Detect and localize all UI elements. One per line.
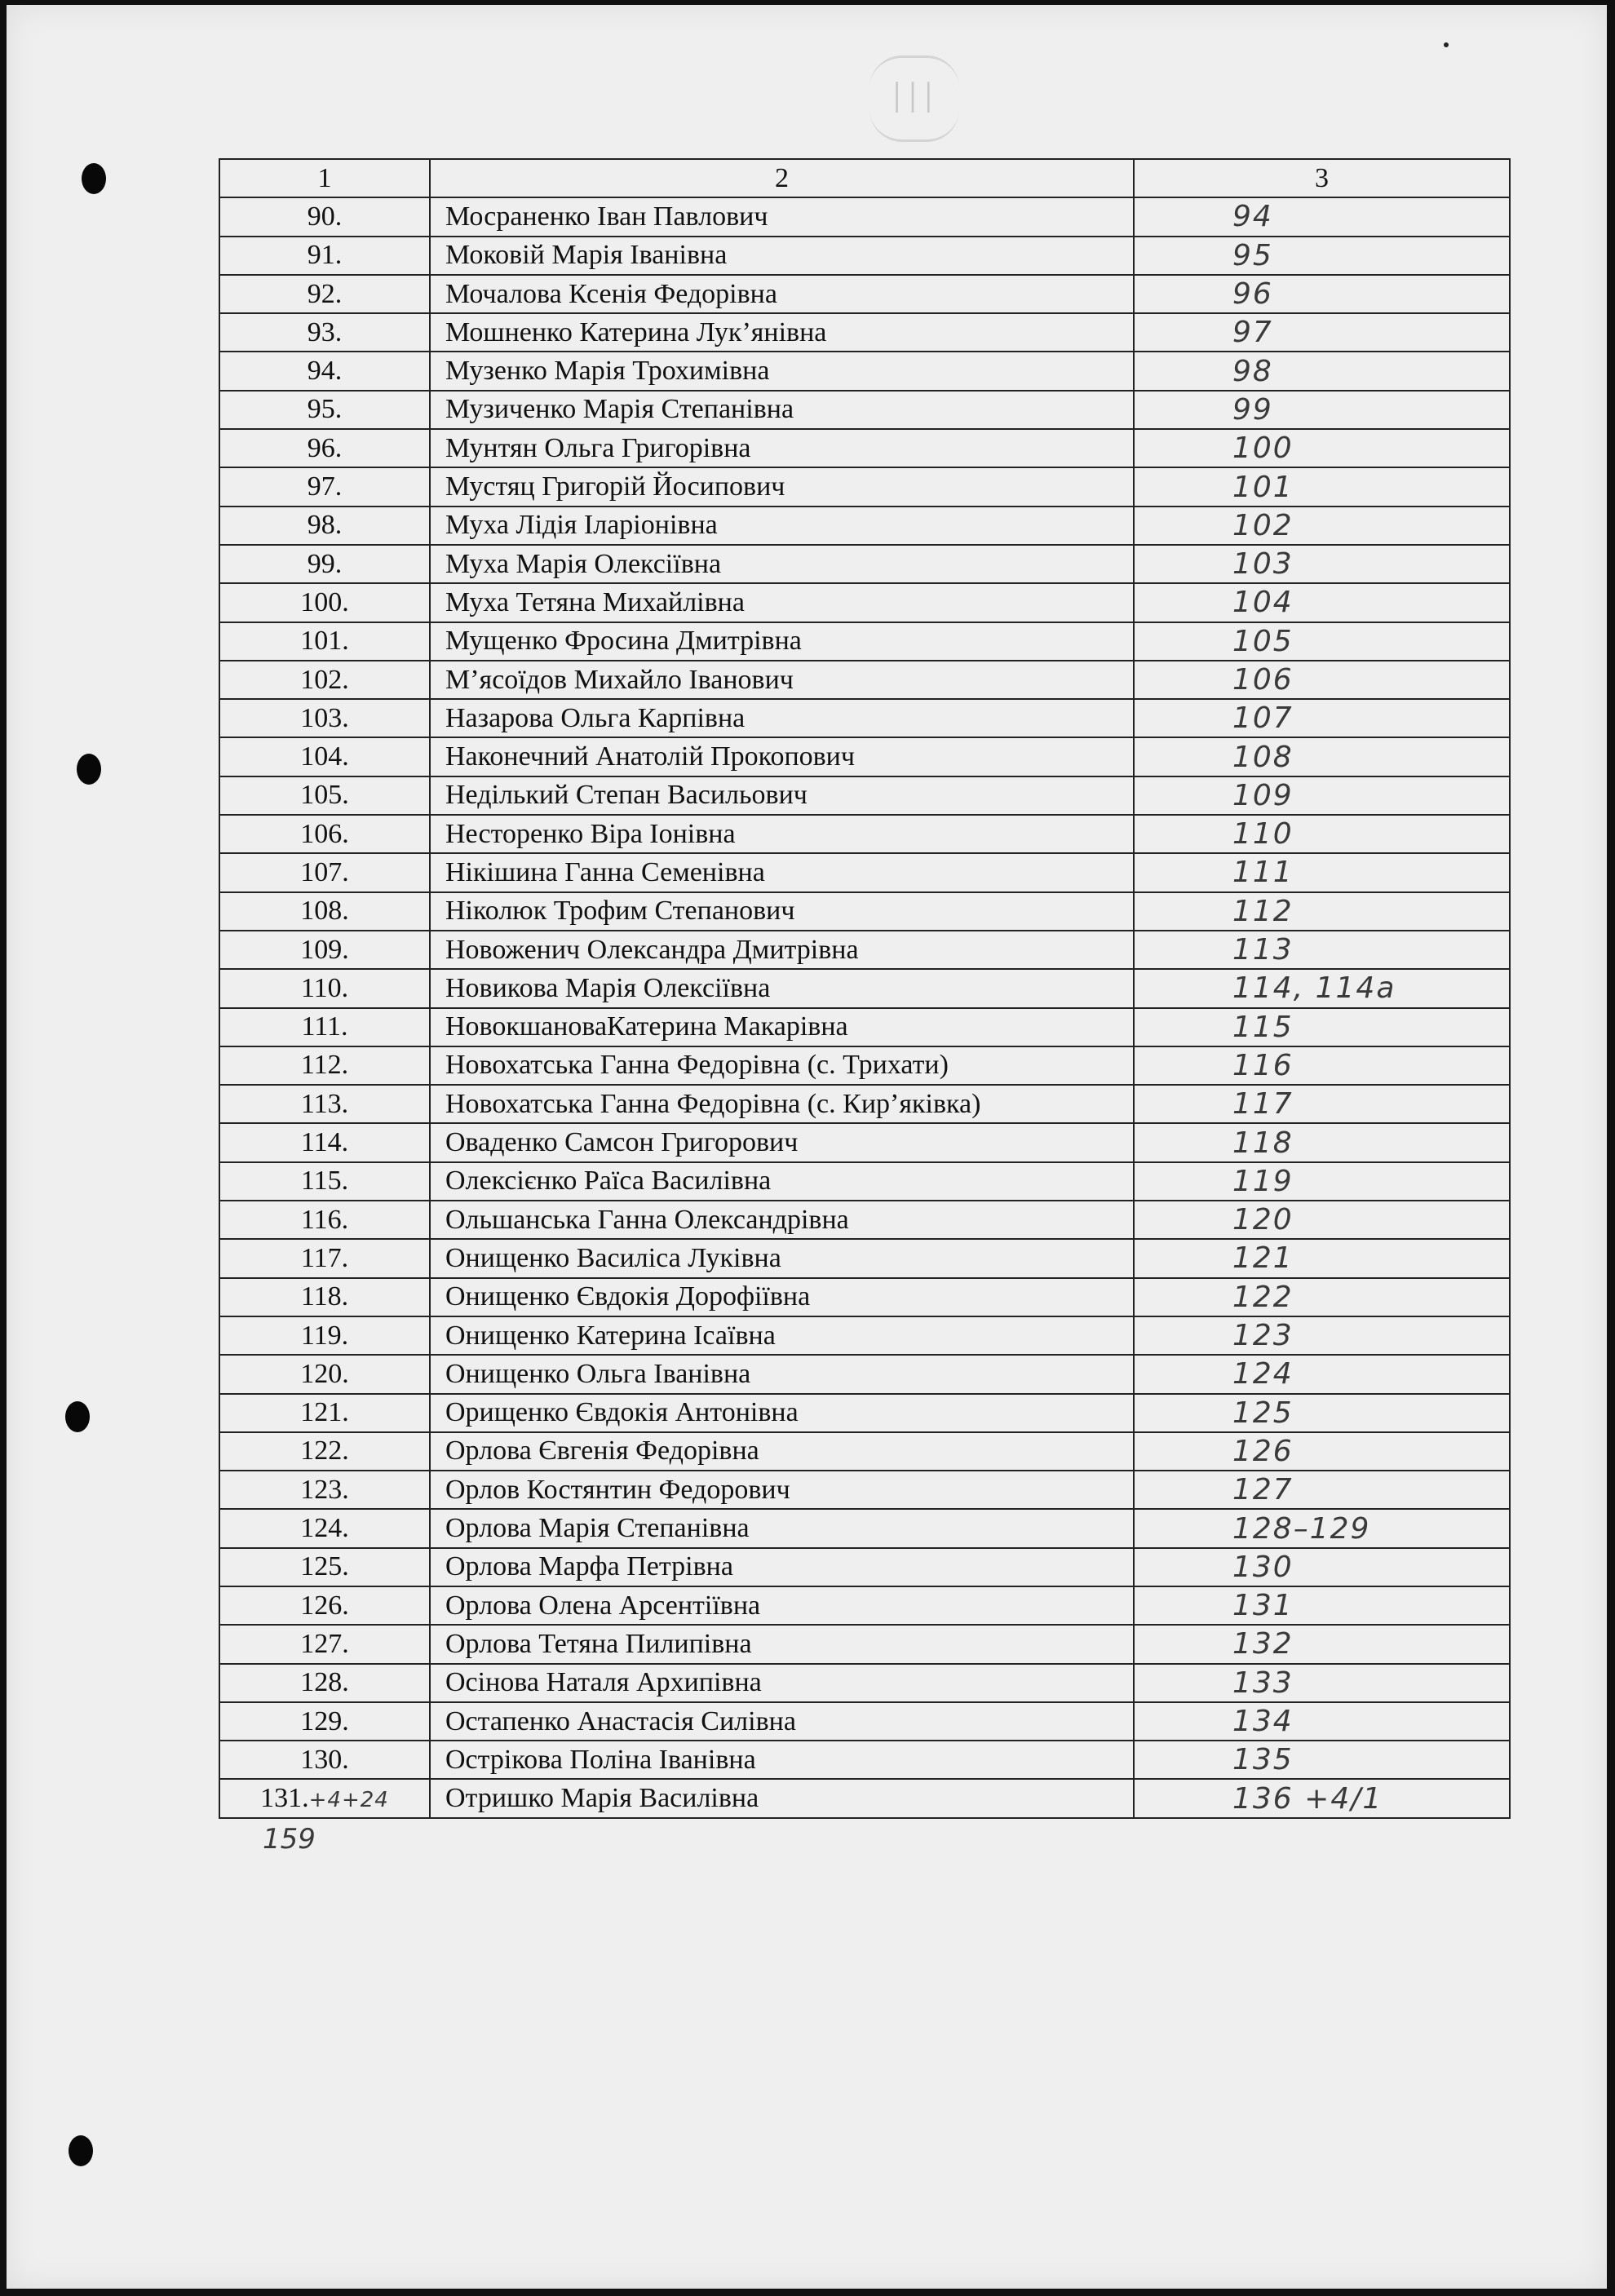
handwritten-sheet-number: 116 [1134, 1046, 1510, 1085]
row-number [219, 622, 430, 661]
handwritten-sheet-number: 114, 114а [1134, 969, 1510, 1007]
handwritten-sheet-number: 124 [1134, 1355, 1510, 1393]
handwritten-sheet-number: 123 [1134, 1316, 1510, 1355]
row-number [219, 853, 430, 891]
handwritten-sheet-number: 117 [1134, 1085, 1510, 1123]
row-number [219, 1316, 430, 1355]
row-number [219, 1278, 430, 1316]
row-number-text: 103. [300, 702, 349, 733]
row-number-text: 114. [300, 1127, 349, 1158]
handwritten-total: 159 [263, 1823, 316, 1856]
handwritten-sheet-number: 133 [1134, 1664, 1510, 1702]
table-row [219, 699, 1510, 737]
table-row [219, 1123, 1510, 1161]
handwritten-sheet-number: 105 [1134, 622, 1510, 661]
table-row [219, 1316, 1510, 1355]
handwritten-sheet-number: 100 [1134, 429, 1510, 467]
handwritten-sheet-number: 119 [1134, 1162, 1510, 1201]
table-row [219, 969, 1510, 1007]
row-number [219, 1085, 430, 1123]
handwritten-sheet-number: 110 [1134, 815, 1510, 853]
person-name: Мустяц Григорій Йосипович [430, 467, 1134, 506]
handwritten-sheet-number: 97 [1134, 313, 1510, 352]
row-number [219, 1509, 430, 1547]
handwritten-note: +4+24 [308, 1788, 389, 1813]
handwritten-sheet-number: 115 [1134, 1008, 1510, 1046]
person-name: НовокшановаКатерина Макарівна [430, 1008, 1134, 1046]
row-number-text: 117. [300, 1242, 349, 1273]
table-row [219, 1779, 1510, 1817]
row-number [219, 313, 430, 352]
row-number-text: 112. [300, 1050, 349, 1081]
person-name: Орлова Тетяна Пилипівна [430, 1625, 1134, 1663]
table-row [219, 737, 1510, 776]
row-number-text: 106. [300, 818, 349, 849]
person-name: Онищенко Катерина Ісаївна [430, 1316, 1134, 1355]
column-header-sheet: 3 [1134, 159, 1510, 197]
row-number-text: 130. [300, 1744, 349, 1775]
row-number [219, 197, 430, 236]
handwritten-sheet-number: 127 [1134, 1471, 1510, 1509]
person-name: Мосpаненко Іван Павлович [430, 197, 1134, 236]
registry-table [219, 158, 1511, 1819]
handwritten-sheet-number: 132 [1134, 1625, 1510, 1663]
table-row [219, 1548, 1510, 1586]
table-row [219, 467, 1510, 506]
handwritten-sheet-number: 102 [1134, 507, 1510, 545]
row-number [219, 1123, 430, 1161]
row-number [219, 1586, 430, 1625]
table-row [219, 1008, 1510, 1046]
punch-hole [69, 2135, 93, 2166]
table-row [219, 815, 1510, 853]
row-number-text: 120. [300, 1358, 349, 1389]
header-row [219, 159, 1510, 197]
person-name: Муха Марія Олексіївна [430, 545, 1134, 583]
person-name: Несторенко Віра Іонівна [430, 815, 1134, 853]
row-number [219, 1625, 430, 1663]
row-number [219, 429, 430, 467]
row-number-text: 119. [300, 1320, 349, 1351]
handwritten-sheet-number: 126 [1134, 1432, 1510, 1471]
handwritten-sheet-number: 94 [1134, 197, 1510, 236]
handwritten-sheet-number: 136 +4/1 [1134, 1779, 1510, 1817]
row-number [219, 1741, 430, 1779]
punch-hole [77, 754, 101, 785]
row-number [219, 1779, 430, 1817]
row-number [219, 1162, 430, 1201]
person-name: Ольшанська Ганна Олександрівна [430, 1201, 1134, 1239]
row-number-text: 94. [307, 356, 343, 387]
row-number-text: 104. [300, 741, 349, 772]
person-name: Новоженич Олександра Дмитрівна [430, 931, 1134, 969]
table-row [219, 313, 1510, 352]
row-number-text: 105. [300, 780, 349, 811]
handwritten-sheet-number: 125 [1134, 1394, 1510, 1432]
handwritten-sheet-number: 120 [1134, 1201, 1510, 1239]
row-number [219, 1432, 430, 1471]
person-name: Мошненко Катерина Лук’янівна [430, 313, 1134, 352]
person-name: Отришко Марія Василівна [430, 1779, 1134, 1817]
row-number-text: 91. [307, 240, 343, 271]
table-row [219, 1355, 1510, 1393]
table-row [219, 661, 1510, 699]
row-number-text: 129. [300, 1705, 349, 1736]
row-number-text: 128. [300, 1667, 349, 1698]
row-number-text: 109. [300, 934, 349, 965]
table-row [219, 1471, 1510, 1509]
table-row [219, 1432, 1510, 1471]
row-number-text: 118. [300, 1281, 349, 1312]
handwritten-sheet-number: 101 [1134, 467, 1510, 506]
row-number [219, 1394, 430, 1432]
row-number [219, 1471, 430, 1509]
person-name: Новохатська Ганна Федорівна (с. Трихати) [430, 1046, 1134, 1085]
row-number-text: 124. [300, 1513, 349, 1544]
ink-dot [1444, 42, 1449, 47]
person-name: Моковій Марія Іванівна [430, 237, 1134, 275]
table-row [219, 275, 1510, 313]
table-row [219, 197, 1510, 236]
table-row [219, 1741, 1510, 1779]
table-row [219, 1586, 1510, 1625]
row-number [219, 467, 430, 506]
punch-hole [65, 1401, 90, 1432]
table-row [219, 391, 1510, 429]
handwritten-sheet-number: 111 [1134, 853, 1510, 891]
table-row [219, 1201, 1510, 1239]
row-number [219, 391, 430, 429]
table-row [219, 1162, 1510, 1201]
row-number-text: 97. [307, 471, 343, 502]
table-row [219, 622, 1510, 661]
person-name: Мунтян Ольга Григорівна [430, 429, 1134, 467]
person-name: Онищенко Євдокія Дорофіївна [430, 1278, 1134, 1316]
table-row [219, 1046, 1510, 1085]
table-row [219, 1394, 1510, 1432]
table-row [219, 237, 1510, 275]
row-number [219, 1008, 430, 1046]
row-number-text: 101. [300, 626, 349, 657]
handwritten-sheet-number: 134 [1134, 1702, 1510, 1741]
table-row [219, 1664, 1510, 1702]
row-number-text: 100. [300, 586, 349, 617]
row-number [219, 661, 430, 699]
person-name: Осінова Наталя Архипівна [430, 1664, 1134, 1702]
handwritten-sheet-number: 112 [1134, 892, 1510, 931]
row-number-text: 92. [307, 278, 343, 309]
row-number [219, 969, 430, 1007]
table-row [219, 931, 1510, 969]
person-name: Мочалова Ксенія Федорівна [430, 275, 1134, 313]
row-number-text: 116. [300, 1204, 349, 1235]
person-name: Олексієнко Раїса Василівна [430, 1162, 1134, 1201]
row-number [219, 275, 430, 313]
person-name: Орлов Костянтин Федорович [430, 1471, 1134, 1509]
handwritten-sheet-number: 135 [1134, 1741, 1510, 1779]
row-number-text: 102. [300, 664, 349, 695]
row-number-text: 99. [307, 548, 343, 579]
row-number [219, 1201, 430, 1239]
table-row [219, 507, 1510, 545]
handwritten-sheet-number: 98 [1134, 352, 1510, 390]
table-row [219, 1239, 1510, 1277]
handwritten-sheet-number: 118 [1134, 1123, 1510, 1161]
handwritten-sheet-number: 128–129 [1134, 1509, 1510, 1547]
row-number [219, 931, 430, 969]
person-name: Новикова Марія Олексіївна [430, 969, 1134, 1007]
column-header-number: 1 [219, 159, 430, 197]
handwritten-sheet-number: 131 [1134, 1586, 1510, 1625]
row-number [219, 1239, 430, 1277]
pencil-mark: III [869, 55, 959, 142]
row-number-text: 122. [300, 1436, 349, 1467]
person-name: Муха Лідія Іларіонівна [430, 507, 1134, 545]
handwritten-sheet-number: 106 [1134, 661, 1510, 699]
table-row [219, 892, 1510, 931]
handwritten-sheet-number: 122 [1134, 1278, 1510, 1316]
table-row [219, 776, 1510, 815]
handwritten-sheet-number: 103 [1134, 545, 1510, 583]
row-number-text: 123. [300, 1474, 349, 1505]
handwritten-sheet-number: 108 [1134, 737, 1510, 776]
row-number [219, 1355, 430, 1393]
handwritten-sheet-number: 96 [1134, 275, 1510, 313]
table-row [219, 1509, 1510, 1547]
table-row [219, 1625, 1510, 1663]
row-number-text: 98. [307, 510, 343, 541]
row-number-text: 96. [307, 432, 343, 463]
handwritten-sheet-number: 121 [1134, 1239, 1510, 1277]
table-row [219, 1085, 1510, 1123]
row-number [219, 737, 430, 776]
person-name: Муха Тетяна Михайлівна [430, 583, 1134, 622]
person-name: Музиченко Марія Степанівна [430, 391, 1134, 429]
punch-hole [82, 163, 106, 194]
person-name: Орлова Марфа Петрівна [430, 1548, 1134, 1586]
row-number-text: 121. [300, 1397, 349, 1428]
person-name: Остапенко Анастасія Силівна [430, 1702, 1134, 1741]
handwritten-sheet-number: 104 [1134, 583, 1510, 622]
row-number [219, 699, 430, 737]
row-number-text: 110. [300, 972, 349, 1003]
person-name: Орлова Марія Степанівна [430, 1509, 1134, 1547]
person-name: Мущенко Фросина Дмитрівна [430, 622, 1134, 661]
person-name: Музенко Марія Трохимівна [430, 352, 1134, 390]
row-number [219, 776, 430, 815]
handwritten-sheet-number: 107 [1134, 699, 1510, 737]
table-row [219, 1702, 1510, 1741]
person-name: Оваденко Самсон Григорович [430, 1123, 1134, 1161]
table-row [219, 545, 1510, 583]
handwritten-sheet-number: 99 [1134, 391, 1510, 429]
person-name: Неділький Степан Васильович [430, 776, 1134, 815]
row-number-text: 111. [301, 1011, 348, 1042]
row-number [219, 1702, 430, 1741]
row-number-text: 126. [300, 1590, 349, 1621]
row-number-text: 93. [307, 316, 343, 347]
row-number [219, 1046, 430, 1085]
column-header-name: 2 [430, 159, 1134, 197]
person-name: Орлова Олена Арсентіївна [430, 1586, 1134, 1625]
person-name: М’ясоїдов Михайло Іванович [430, 661, 1134, 699]
handwritten-sheet-number: 113 [1134, 931, 1510, 969]
row-number [219, 507, 430, 545]
handwritten-sheet-number: 109 [1134, 776, 1510, 815]
row-number-text: 107. [300, 856, 349, 887]
row-number-text: 95. [307, 394, 343, 425]
row-number-text: 131. [260, 1783, 309, 1814]
row-number [219, 1664, 430, 1702]
person-name: Нікішина Ганна Семенівна [430, 853, 1134, 891]
person-name: Онищенко Василіса Луківна [430, 1239, 1134, 1277]
row-number-text: 127. [300, 1628, 349, 1659]
person-name: Наконечний Анатолій Прокопович [430, 737, 1134, 776]
row-number [219, 237, 430, 275]
handwritten-sheet-number: 130 [1134, 1548, 1510, 1586]
row-number [219, 1548, 430, 1586]
row-number-text: 125. [300, 1551, 349, 1582]
table-row [219, 1278, 1510, 1316]
row-number [219, 815, 430, 853]
person-name: Онищенко Ольга Іванівна [430, 1355, 1134, 1393]
person-name: Орищенко Євдокія Антонівна [430, 1394, 1134, 1432]
row-number-text: 113. [300, 1088, 349, 1119]
table-row [219, 583, 1510, 622]
table-row [219, 429, 1510, 467]
person-name: Назарова Ольга Карпівна [430, 699, 1134, 737]
row-number-text: 90. [307, 201, 343, 232]
person-name: Орлова Євгенія Федорівна [430, 1432, 1134, 1471]
table-row [219, 853, 1510, 891]
person-name: Ніколюк Трофим Степанович [430, 892, 1134, 931]
row-number [219, 892, 430, 931]
person-name: Новохатська Ганна Федорівна (с. Кир’яківка) [430, 1085, 1134, 1123]
row-number-text: 108. [300, 896, 349, 927]
table-row [219, 352, 1510, 390]
row-number-text: 115. [300, 1166, 349, 1197]
row-number [219, 352, 430, 390]
row-number [219, 545, 430, 583]
row-number [219, 583, 430, 622]
handwritten-sheet-number: 95 [1134, 237, 1510, 275]
person-name: Острікова Поліна Іванівна [430, 1741, 1134, 1779]
